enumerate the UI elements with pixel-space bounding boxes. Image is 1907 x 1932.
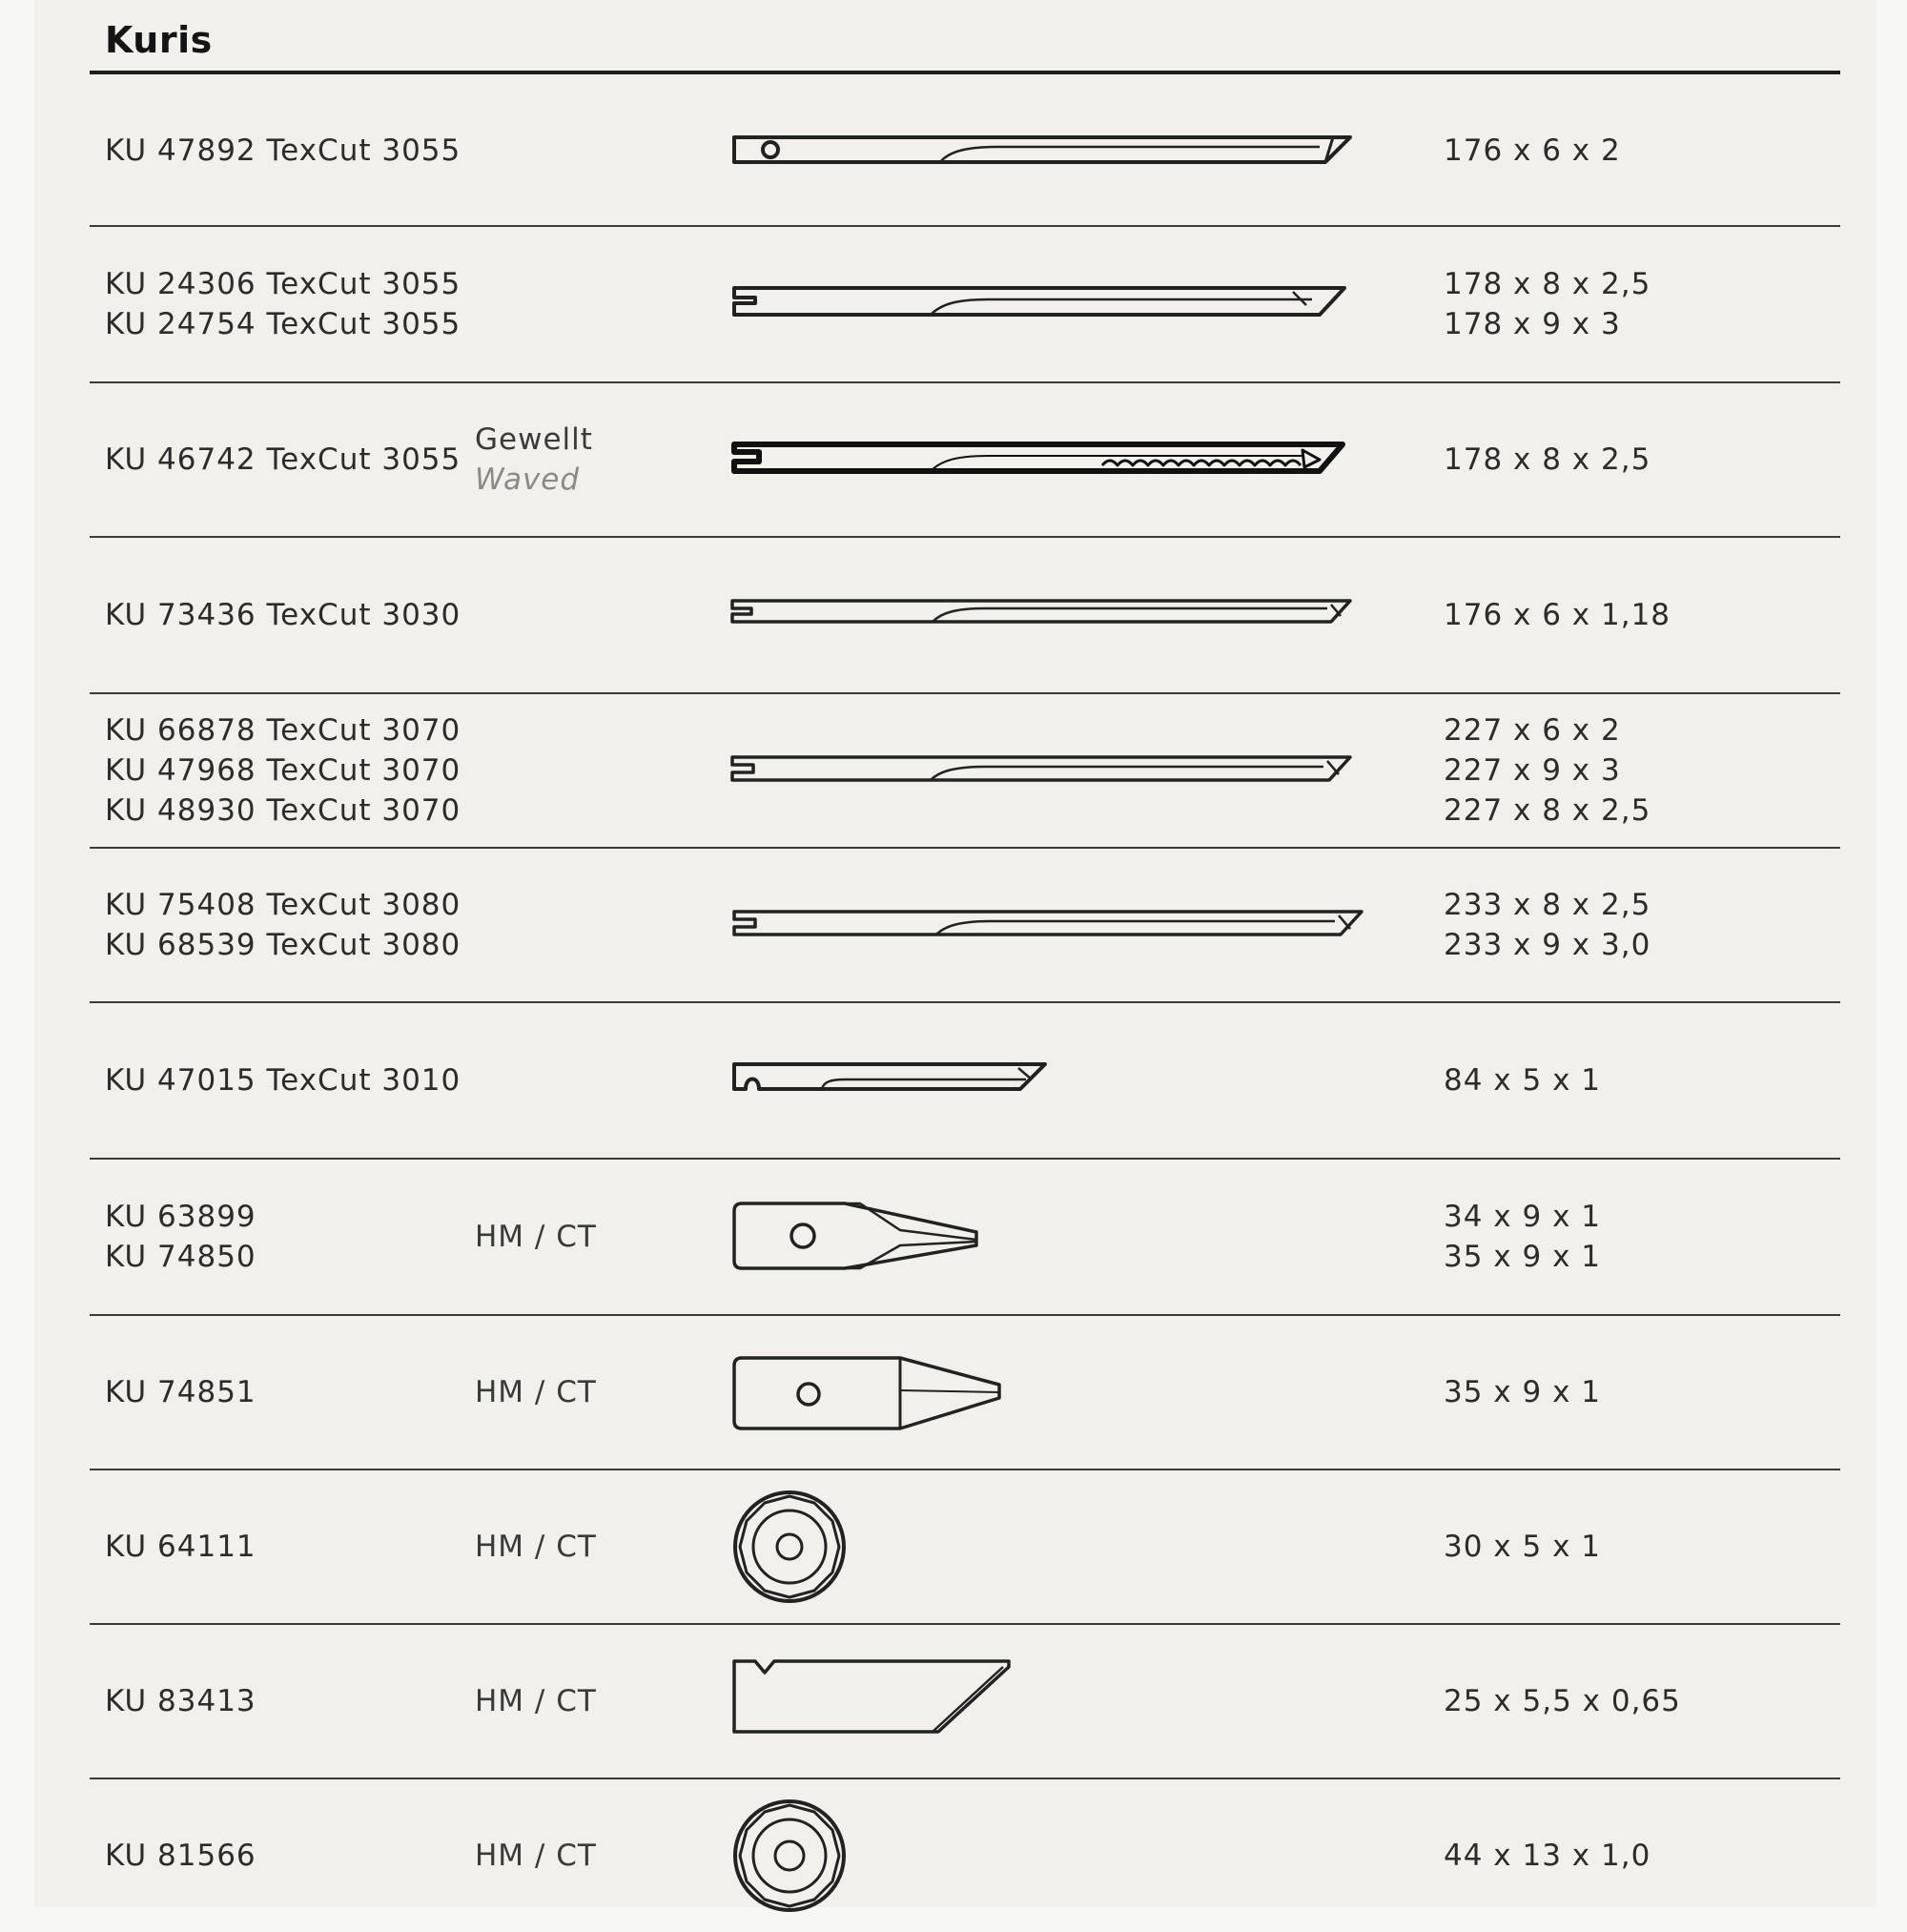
product-codes: [105, 694, 461, 847]
product-dimensions: [1444, 227, 1651, 381]
dimension-value: 233 x 9 x 3,0: [1444, 928, 1651, 962]
product-row: [34, 1316, 1876, 1469]
product-dimensions: [1444, 76, 1621, 225]
short-blade-icon: [721, 1003, 1064, 1158]
product-code: KU 47015 TexCut 3010: [105, 1063, 461, 1098]
product-code: KU 24754 TexCut 3055: [105, 307, 461, 341]
product-codes: [105, 1003, 461, 1158]
product-dimensions: [1444, 538, 1671, 692]
product-code: KU 47892 TexCut 3055: [105, 134, 461, 168]
dimension-value: 227 x 6 x 2: [1444, 713, 1621, 748]
product-note: [475, 383, 593, 536]
product-dimensions: [1444, 1003, 1601, 1158]
note-material: HM / CT: [475, 1839, 597, 1873]
long-blade-notch-icon: [721, 849, 1388, 1001]
note-material: HM / CT: [475, 1530, 597, 1564]
product-row: [34, 1160, 1876, 1314]
product-row: [34, 383, 1876, 536]
long-blade-notch-icon: [721, 227, 1369, 381]
product-code: KU 75408 TexCut 3080: [105, 888, 461, 922]
product-code: KU 66878 TexCut 3070: [105, 713, 461, 748]
product-code: KU 68539 TexCut 3080: [105, 928, 461, 962]
split-tip-blade-icon: [721, 1160, 1026, 1314]
dimension-value: 178 x 8 x 2,5: [1444, 267, 1651, 301]
product-codes: [105, 1160, 256, 1314]
dimension-value: 25 x 5,5 x 0,65: [1444, 1684, 1681, 1718]
product-row: [34, 1470, 1876, 1623]
product-codes: [105, 76, 461, 225]
product-code: KU 81566: [105, 1839, 256, 1873]
note-english: Waved: [475, 462, 581, 497]
dimension-value: 34 x 9 x 1: [1444, 1200, 1601, 1234]
product-code: KU 74850: [105, 1240, 256, 1274]
product-code: KU 46742 TexCut 3055: [105, 442, 461, 477]
pointed-blade-icon: [721, 1316, 1026, 1469]
long-blade-hole-icon: [721, 76, 1369, 225]
product-row: [34, 538, 1876, 692]
dimension-value: 176 x 6 x 2: [1444, 134, 1621, 168]
product-note: [475, 1470, 597, 1623]
round-blade-icon: [721, 1470, 873, 1623]
product-row: [34, 1625, 1876, 1778]
product-row: [34, 227, 1876, 381]
page-title: Kuris: [105, 19, 213, 61]
product-dimensions: [1444, 849, 1651, 1001]
product-row: [34, 76, 1876, 225]
product-note: [475, 1160, 597, 1314]
product-code: KU 48930 TexCut 3070: [105, 793, 461, 828]
trapezoid-blade-icon: [721, 1625, 1026, 1778]
long-blade-notch-icon: [721, 694, 1369, 847]
product-row: [34, 694, 1876, 847]
product-code: KU 63899: [105, 1200, 256, 1234]
product-codes: [105, 538, 461, 692]
dimension-value: 233 x 8 x 2,5: [1444, 888, 1651, 922]
product-dimensions: [1444, 383, 1651, 536]
product-code: KU 83413: [105, 1684, 256, 1718]
note-material: HM / CT: [475, 1220, 597, 1254]
product-dimensions: [1444, 1779, 1651, 1932]
dimension-value: 176 x 6 x 1,18: [1444, 598, 1671, 632]
product-codes: [105, 227, 461, 381]
product-note: [475, 1779, 597, 1932]
product-codes: [105, 1470, 256, 1623]
dimension-value: 227 x 8 x 2,5: [1444, 793, 1651, 828]
dimension-value: 35 x 9 x 1: [1444, 1375, 1601, 1409]
product-code: KU 64111: [105, 1530, 256, 1564]
waved-blade-icon: [721, 383, 1369, 536]
product-codes: [105, 1316, 256, 1469]
product-codes: [105, 383, 461, 536]
product-code: KU 47968 TexCut 3070: [105, 753, 461, 788]
product-codes: [105, 1625, 256, 1778]
product-dimensions: [1444, 1625, 1681, 1778]
note-german: Gewellt: [475, 422, 593, 457]
product-dimensions: [1444, 1470, 1601, 1623]
product-row: [34, 1779, 1876, 1932]
dimension-value: 84 x 5 x 1: [1444, 1063, 1601, 1098]
note-material: HM / CT: [475, 1375, 597, 1409]
catalog-page: [34, 0, 1876, 1907]
product-row: [34, 849, 1876, 1001]
product-note: [475, 1316, 597, 1469]
product-note: [475, 1625, 597, 1778]
dimension-value: 30 x 5 x 1: [1444, 1530, 1601, 1564]
dimension-value: 44 x 13 x 1,0: [1444, 1839, 1651, 1873]
note-material: HM / CT: [475, 1684, 597, 1718]
product-codes: [105, 1779, 256, 1932]
product-code: KU 74851: [105, 1375, 256, 1409]
product-codes: [105, 849, 461, 1001]
product-dimensions: [1444, 1316, 1601, 1469]
dimension-value: 35 x 9 x 1: [1444, 1240, 1601, 1274]
product-dimensions: [1444, 694, 1651, 847]
dimension-value: 178 x 8 x 2,5: [1444, 442, 1651, 477]
dimension-value: 227 x 9 x 3: [1444, 753, 1621, 788]
product-code: KU 24306 TexCut 3055: [105, 267, 461, 301]
product-dimensions: [1444, 1160, 1601, 1314]
product-row: [34, 1003, 1876, 1158]
product-code: KU 73436 TexCut 3030: [105, 598, 461, 632]
round-blade-icon: [721, 1779, 873, 1932]
dimension-value: 178 x 9 x 3: [1444, 307, 1621, 341]
thin-blade-icon: [721, 538, 1369, 692]
header-rule: [90, 71, 1840, 74]
